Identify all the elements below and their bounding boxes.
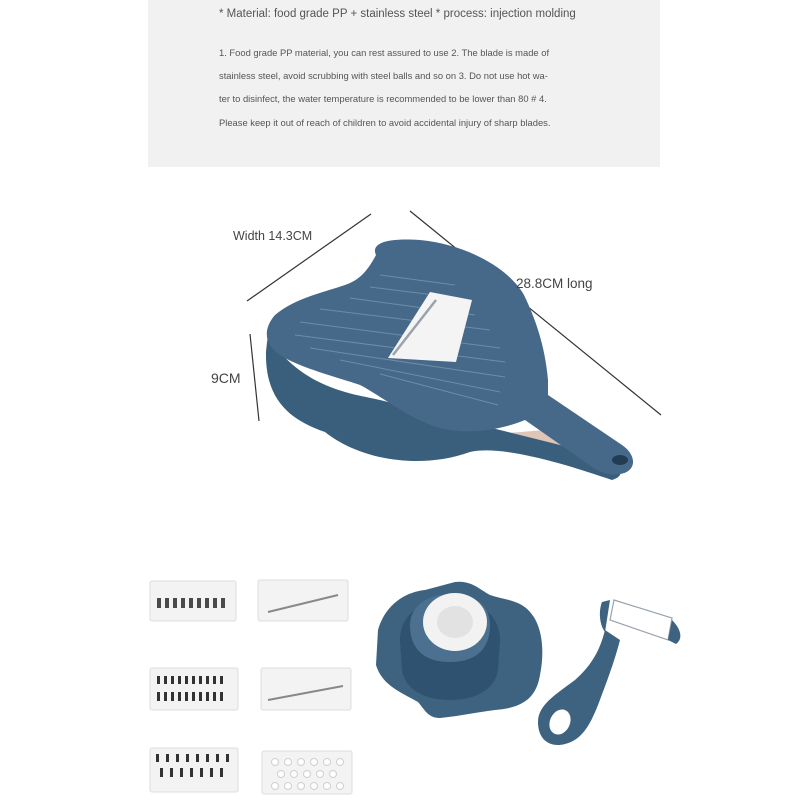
hanging-hole <box>612 455 628 465</box>
hand-guard-holder <box>376 582 542 718</box>
blade-insert-straight <box>261 668 351 710</box>
description-line: 1. Food grade PP material, you can rest assured to use 2. The blade is made of <box>219 47 550 58</box>
blade-insert-coarse <box>150 748 238 792</box>
description-line: ter to disinfect, the water temperature is recommended to be lower than 80 # 4. <box>219 93 547 105</box>
width-label: Width 14.3CM <box>233 229 313 243</box>
length-label: 28.8CM long <box>516 276 593 291</box>
description-line: Please keep it out of reach of children to avoid accidental injury of sharp blades. <box>219 116 551 128</box>
material-line: * Material: food grade PP + stainless steel * process: injection molding <box>219 8 576 20</box>
peeler <box>538 600 680 745</box>
blade-insert-grater <box>262 751 352 794</box>
height-label: 9CM <box>211 370 241 386</box>
description-line: stainless steel, avoid scrubbing with steel balls and so on 3. Do not use hot wa- <box>219 70 548 82</box>
height-dimension-line <box>250 334 259 421</box>
blade-insert-julienne <box>150 581 236 621</box>
blade-set <box>150 580 352 794</box>
blade-insert-shredder <box>150 668 238 710</box>
blade-insert-slicer <box>258 580 348 621</box>
